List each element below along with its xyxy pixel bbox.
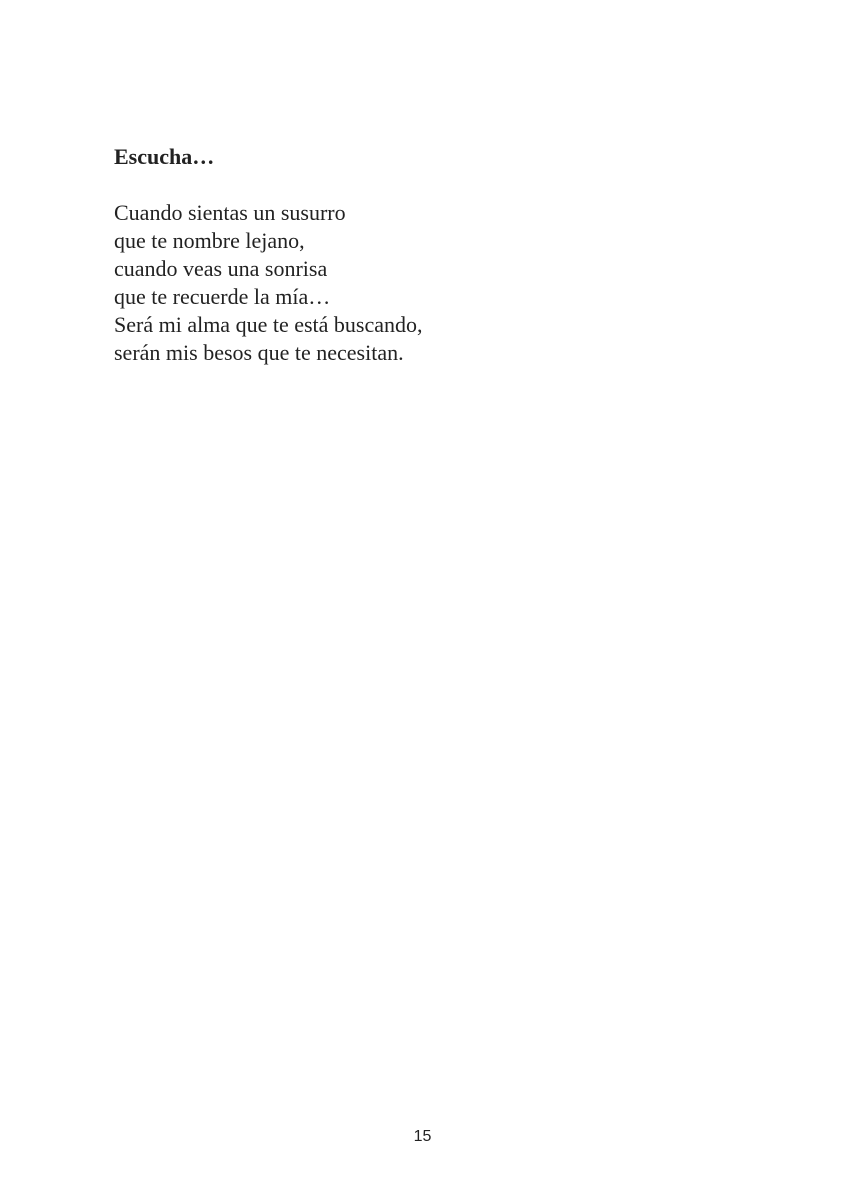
poem-stanza [114, 199, 734, 367]
poem [114, 143, 734, 367]
poem-line: cuando veas una sonrisa [114, 256, 328, 281]
poem-title: Escucha… [114, 144, 215, 169]
poem-line: que te nombre lejano, [114, 228, 305, 253]
poem-line: que te recuerde la mía… [114, 284, 331, 309]
page-number: 15 [413, 1128, 432, 1145]
poem-line: serán mis besos que te necesitan. [114, 340, 404, 365]
poem-line: Será mi alma que te está buscando, [114, 312, 423, 337]
poem-line: Cuando sientas un susurro [114, 200, 346, 225]
